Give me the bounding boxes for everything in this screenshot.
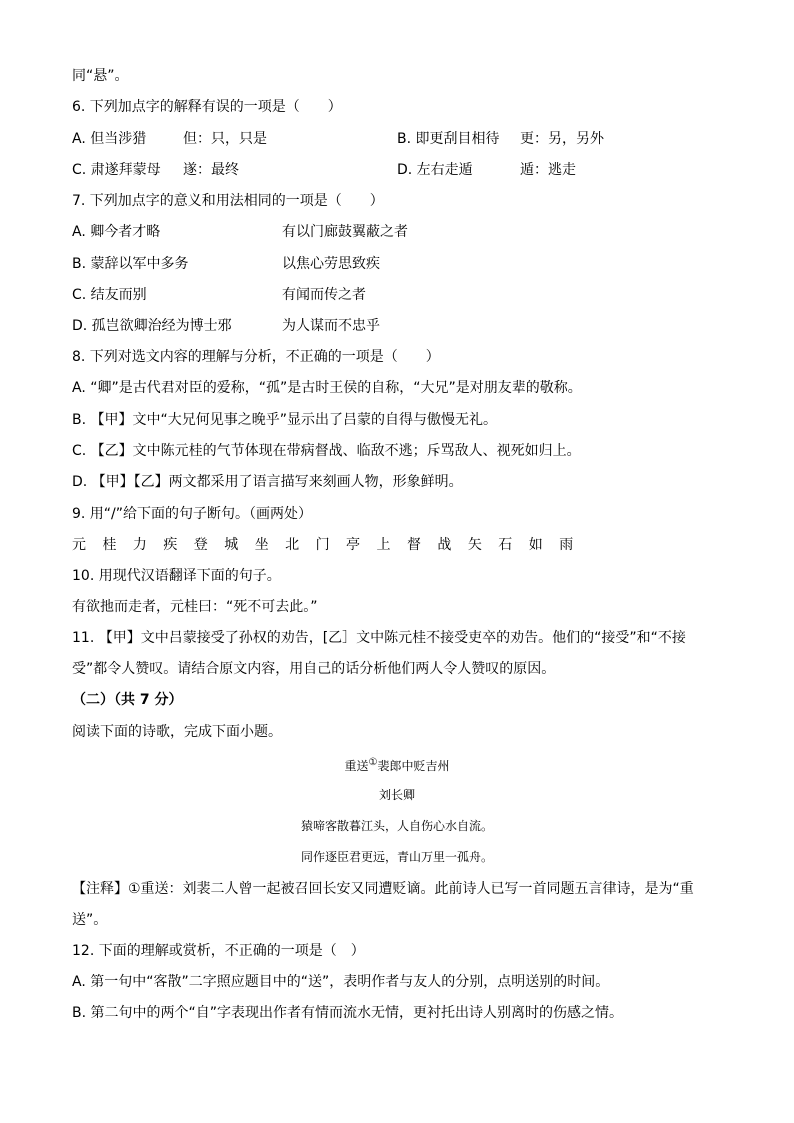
poem-title-part-1: 重送 <box>344 759 369 773</box>
q6-option-b: B. 即更刮目相待 <box>397 131 500 147</box>
q8-option-b: B. 【甲】文中“大兄何见事之晚乎”显示出了吕蒙的自得与傲慢无礼。 <box>72 412 498 428</box>
q8-option-c: C. 【乙】文中陈元桂的气节体现在带病督战、临敌不逃；斥骂敌人、视死如归上。 <box>72 443 581 459</box>
annotation-line-1: 【注释】①重送：刘裴二人曾一起被召回长安又同遭贬谪。此前诗人已写一首同题五言律诗，是为“重 <box>72 881 694 897</box>
q6-option-c: C. 肃遂拜蒙母 <box>72 162 161 178</box>
q6-option-c-gloss: 遂：最终 <box>183 162 239 178</box>
q7-option-a-compare: 有以门廊鼓翼蔽之者 <box>282 224 408 240</box>
annotation-line-2: 送”。 <box>72 912 108 928</box>
question-6: 6. 下列加点字的解释有误的一项是（ ） <box>72 99 342 115</box>
poem-author: 刘长卿 <box>378 788 415 802</box>
q6-option-d: D. 左右走遁 <box>397 162 473 178</box>
q8-option-a: A. “卿”是古代君对臣的爱称，“孤”是古时王侯的自称，“大兄”是对朋友辈的敬称。 <box>72 380 582 396</box>
q7-option-c-compare: 有闻而传之者 <box>282 287 366 303</box>
section-heading: （二）（共 7 分） <box>72 692 183 708</box>
question-11-line-2: 受”都令人赞叹。请结合原文内容，用自己的话分析他们两人令人赞叹的原因。 <box>72 661 556 677</box>
poem-title <box>0 754 794 775</box>
q9-sentence: 元 桂 力 疾 登 城 坐 北 门 亭 上 督 战 矢 石 如 雨 <box>72 537 580 553</box>
q7-option-b: B. 蒙辞以军中多务 <box>72 256 189 272</box>
question-11-line-1: 11. 【甲】文中吕蒙接受了孙权的劝告，[乙］文中陈元桂不接受吏卒的劝告。他们的“接受”和“不接 <box>72 630 686 646</box>
q7-option-c: C. 结友而别 <box>72 287 147 303</box>
poem-line-1: 猿啼客散暮江头，人自伤心水自流。 <box>300 819 493 833</box>
poem-title-part-2: 裴郎中贬吉州 <box>377 759 450 773</box>
question-7: 7. 下列加点字的意义和用法相同的一项是（ ） <box>72 193 384 209</box>
q7-option-a: A. 卿今者才略 <box>72 224 161 240</box>
question-8: 8. 下列对选文内容的理解与分析，不正确的一项是（ ） <box>72 349 440 365</box>
q7-option-b-compare: 以焦心劳思致疾 <box>282 256 380 272</box>
q7-option-d: D. 孤岂欲卿治经为博士邪 <box>72 318 232 334</box>
q6-option-b-gloss: 更：另，另外 <box>520 131 604 147</box>
q12-option-a: A. 第一句中“客散”二字照应题目中的“送”，表明作者与友人的分别，点明送别的时间。 <box>72 974 610 990</box>
text-line: 同“悬”。 <box>72 68 129 84</box>
q8-option-d: D. 【甲】【乙】两文都采用了语言描写来刻画人物，形象鲜明。 <box>72 474 463 490</box>
q10-sentence: 有欲扡而走者，元桂曰：“死不可去此。” <box>72 599 318 615</box>
q6-option-a: A. 但当涉猎 <box>72 131 147 147</box>
q12-option-b: B. 第二句中的两个“自”字表现出作者有情而流水无情，更衬托出诗人别离时的伤感之情。 <box>72 1005 624 1021</box>
poem-line-2: 同作逐臣君更远，青山万里一孤舟。 <box>300 850 493 864</box>
footnote-mark: ① <box>368 757 378 768</box>
reading-instruction: 阅读下面的诗歌，完成下面小题。 <box>72 724 282 740</box>
q7-option-d-compare: 为人谋而不忠乎 <box>282 318 380 334</box>
q6-option-d-gloss: 遁：逃走 <box>520 162 576 178</box>
question-10: 10. 用现代汉语翻译下面的句子。 <box>72 568 281 584</box>
q6-option-a-gloss: 但：只，只是 <box>183 131 267 147</box>
question-12: 12. 下面的理解或赏析，不正确的一项是（ ） <box>72 943 365 959</box>
question-9: 9. 用“/”给下面的句子断句。（画两处） <box>72 506 313 522</box>
